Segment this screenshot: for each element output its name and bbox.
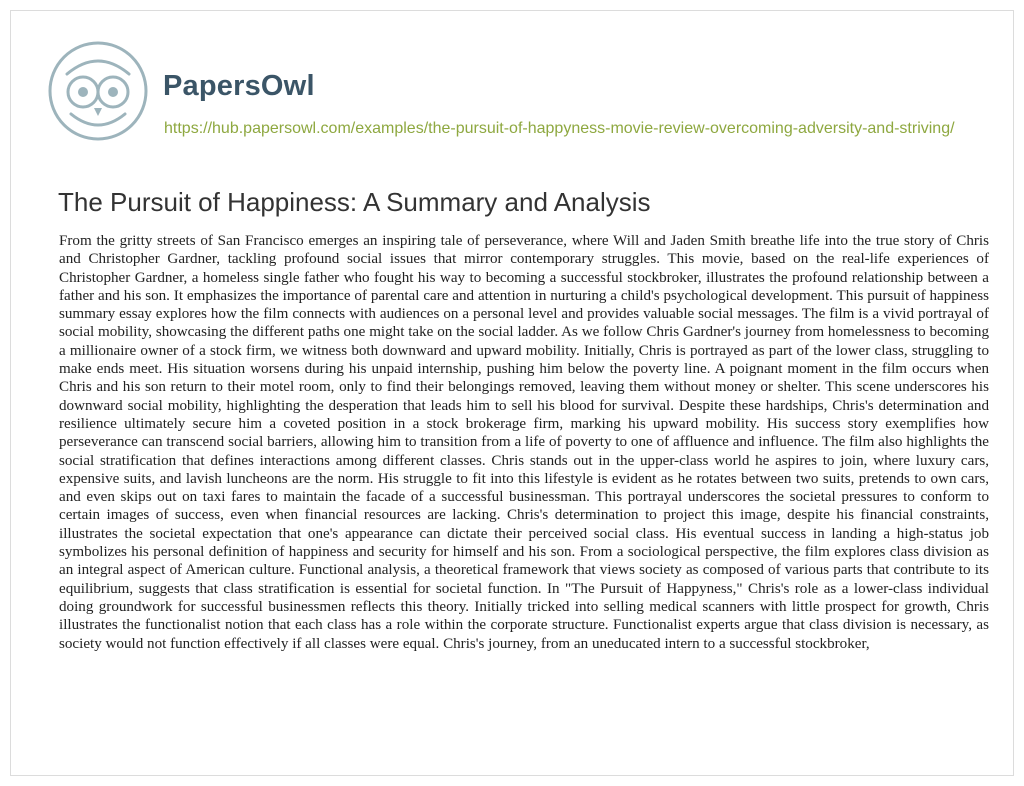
page-title: The Pursuit of Happiness: A Summary and Analysis [58,187,651,217]
essay-body: From the gritty streets of San Francisco emerges an inspiring tale of perseverance, where Will and Jaden Smith breathe life into the true story of Chris and Christopher Gardner, tackling profound social issues that mirror contemporary struggles. This movie, based on the real-life experiences of Christopher Gardner, a homeless single father who fought his way to becoming a successful stockbroker, illustrates the profound relationship between a father and his son. It emphasizes the importance of parental care and attention in nurturing a child's psychological development. This pursuit of happiness summary essay explores how the film connects with audiences on a personal level and provides valuable social messages. The film is a vivid portrayal of social mobility, showcasing the different paths one might take on the social ladder. As we follow Chris Gardner's journey from homelessness to becoming a millionaire owner of a stock firm, we witness both downward and upward mobility. Initially, Chris is portrayed as part of the lower class, struggling to make ends meet. His situation worsens during his unpaid internship, pushing him below the poverty line. A poignant moment in the film occurs when Chris and his son return to their motel room, only to find their belongings removed, leaving them without money or shelter. This scene underscores his downward social mobility, highlighting the desperation that leads him to sell his blood for survival. Despite these hardships, Chris's determination and resilience ultimately secure him a coveted position in a stock brokerage firm, marking his upward mobility. His success story exemplifies how perseverance can transcend social barriers, allowing him to transition from a life of poverty to one of affluence and influence. The film also highlights the social stratification that defines interactions among different classes. Chris stands out in the upper-class world he aspires to join, where luxury cars, expensive suits, and lavish luncheons are the norm. His struggle to fit into this lifestyle is evident as he rotates between two suits, pretends to own cars, and even skips out on taxi fares to maintain the facade of a successful businessman. This portrayal underscores the societal pressures to conform to certain images of success, even when financial resources are lacking. Chris's determination to project this image, despite his financial constraints, illustrates the societal expectation that one's appearance can dictate their perceived social class. His eventual success in landing a high-status job symbolizes his personal definition of happiness and security for himself and his son. From a sociological perspective, the film explores class division as an integral aspect of American culture. Functional analysis, a theoretical framework that views society as composed of various parts that contribute to its equilibrium, suggests that class stratification is essential for societal function. In "The Pursuit of Happyness," Chris's role as a lower-class individual doing groundwork for successful businessmen reflects this theory. Initially tricked into selling medical scanners with little prospect for growth, Chris illustrates the functionalist notion that each class has a role within the corporate structure. Functionalist experts argue that class division is necessary, as society would not function effectively if all classes were equal. Chris's journey, from an uneducated intern to a successful stockbroker, [59,233,989,652]
brand-name: PapersOwl [163,70,315,102]
owl-logo-icon [47,40,149,142]
source-url[interactable]: https://hub.papersowl.com/examples/the-pursuit-of-happyness-movie-review-overcoming-adversity-and-striving/ [164,120,955,137]
document-page [10,10,1014,776]
